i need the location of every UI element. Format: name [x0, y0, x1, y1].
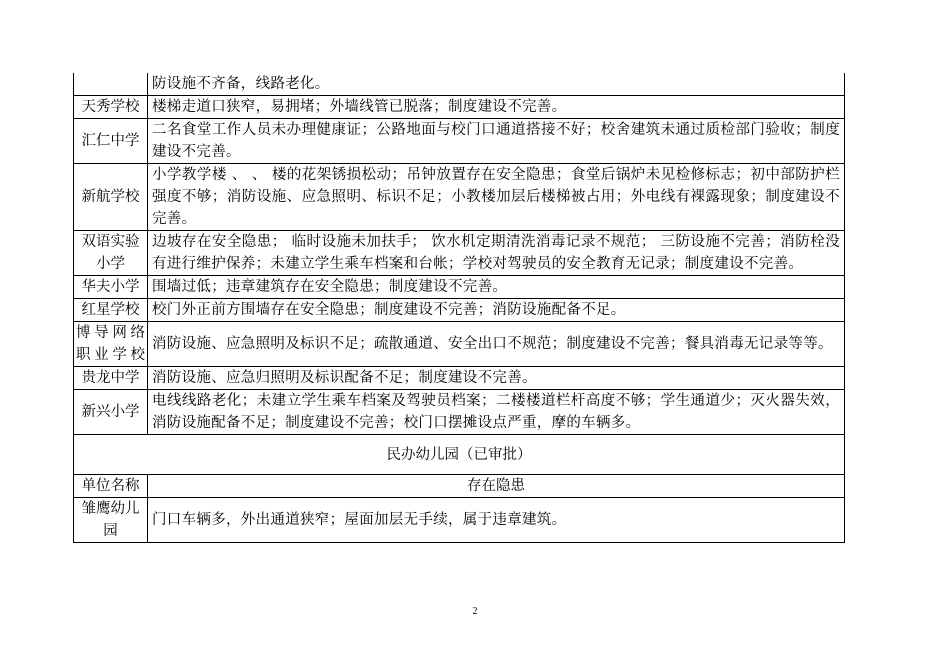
- table-row: [74, 367, 845, 390]
- hazard-desc: 楼梯走道口狭窄，易拥堵；外墙线管已脱落；制度建设不完善。: [148, 96, 845, 119]
- unit-name: 新航学校: [74, 164, 148, 231]
- section-row: [74, 435, 845, 475]
- column-header-unit: 单位名称: [74, 475, 148, 498]
- hazard-desc: 门口车辆多，外出通道狭窄；屋面加层无手续，属于违章建筑。: [148, 498, 845, 543]
- hazard-desc: 消防设施、应急归照明及标识配备不足；制度建设不完善。: [148, 367, 845, 390]
- unit-name: 贵龙中学: [74, 367, 148, 390]
- page-number: 2: [472, 606, 478, 617]
- unit-name: 双语实验小学: [74, 231, 148, 276]
- hazard-desc: 消防设施、应急照明及标识不足；疏散通道、安全出口不规范；制度建设不完善；餐具消毒无记录等等。: [148, 322, 845, 367]
- hazard-desc: 校门外正前方围墙存在安全隐患；制度建设不完善；消防设施配备不足。: [148, 299, 845, 322]
- unit-name: 华夫小学: [74, 276, 148, 299]
- table-row: [74, 299, 845, 322]
- table-row: [74, 231, 845, 276]
- hazard-desc: 边坡存在安全隐患； 临时设施未加扶手； 饮水机定期清洗消毒记录不规范； 三防设施不完善；消防栓没有进行维护保养；未建立学生乘车档案和台帐；学校对驾驶员的安全教育无记录；制度建设不完善。: [148, 231, 845, 276]
- unit-name: 汇仁中学: [74, 119, 148, 164]
- section-title: 民办幼儿园（已审批）: [74, 435, 845, 475]
- table-row: [74, 498, 845, 543]
- hazard-desc: 二名食堂工作人员未办理健康证；公路地面与校门口通道搭接不好；校舍建筑未通过质检部门验收；制度建设不完善。: [148, 119, 845, 164]
- unit-name: 红星学校: [74, 299, 148, 322]
- unit-name: 博导网络职业学校: [74, 322, 148, 367]
- hazard-desc: 围墙过低；违章建筑存在安全隐患；制度建设不完善。: [148, 276, 845, 299]
- table-row: [74, 276, 845, 299]
- unit-name: [74, 73, 148, 96]
- table-row: [74, 164, 845, 231]
- header-row: [74, 475, 845, 498]
- hazard-desc: 小学教学楼 、 、 楼的花架锈损松动；吊钟放置存在安全隐患；食堂后锅炉未见检修标志；初中部防护栏强度不够；消防设施、应急照明、标识不足；小教楼加层后楼梯被占用；外电线有裸露现象；制度建设不完善。: [148, 164, 845, 231]
- hazard-desc: 电线线路老化；未建立学生乘车档案及驾驶员档案；二楼楼道栏杆高度不够；学生通道少；灭火器失效，消防设施配备不足；制度建设不完善；校门口摆摊设点严重，摩的车辆多。: [148, 390, 845, 435]
- table-row: [74, 73, 845, 96]
- table-row: [74, 119, 845, 164]
- unit-name: 天秀学校: [74, 96, 148, 119]
- unit-name: 雏鹰幼儿园: [74, 498, 148, 543]
- table-row: [74, 322, 845, 367]
- unit-name: 新兴小学: [74, 390, 148, 435]
- hazard-table: [73, 73, 845, 543]
- column-header-hazard: 存在隐患: [148, 475, 845, 498]
- table-row: [74, 390, 845, 435]
- hazard-desc: 防设施不齐备，线路老化。: [148, 73, 845, 96]
- table-row: [74, 96, 845, 119]
